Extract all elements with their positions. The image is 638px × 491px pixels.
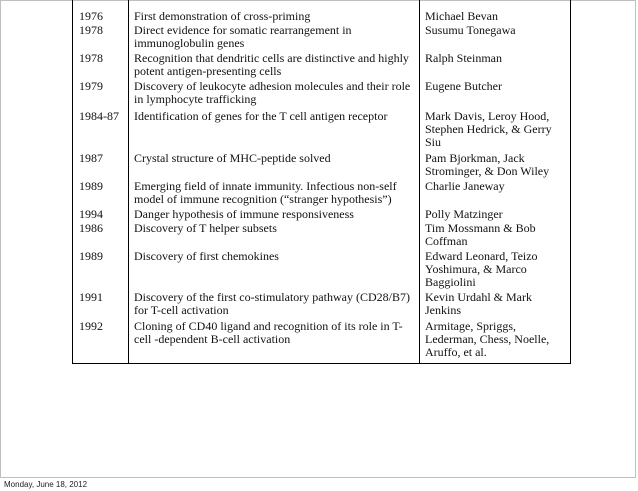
- row-event: Discovery of first chemokines: [134, 249, 279, 263]
- footer-date: Monday, June 18, 2012: [4, 480, 88, 489]
- column-divider-people: [419, 0, 420, 363]
- row-people: Edward Leonard, Teizo Yoshimura, & Marco Baggiolini: [425, 249, 538, 289]
- row-year: 1991: [79, 290, 103, 304]
- row-people: Charlie Janeway: [425, 179, 505, 193]
- row-event: Recognition that dendritic cells are distinctive and highly potent antigen-presenting cells: [134, 51, 409, 78]
- row-event: Direct evidence for somatic rearrangement in immunoglobulin genes: [134, 23, 352, 50]
- row-year: 1987: [79, 151, 103, 165]
- row-year: 1986: [79, 221, 103, 235]
- row-year: 1976: [79, 9, 103, 23]
- row-event: Identification of genes for the T cell antigen receptor: [134, 109, 388, 123]
- row-people: Armitage, Spriggs, Lederman, Chess, Noelle, Aruffo, et al.: [425, 319, 550, 359]
- row-event: Discovery of T helper subsets: [134, 221, 277, 235]
- row-event: Emerging field of innate immunity. Infectious non-self model of immune recognition (“stranger hypothesis”): [134, 179, 397, 206]
- row-event: Cloning of CD40 ligand and recognition of its role in T- cell -dependent B-cell activation: [134, 319, 403, 346]
- row-year: 1978: [79, 23, 103, 37]
- row-year: 1992: [79, 319, 103, 333]
- row-event: Discovery of leukocyte adhesion molecules and their role in lymphocyte trafficking: [134, 79, 411, 106]
- row-people: Susumu Tonegawa: [425, 23, 516, 37]
- row-people: Mark Davis, Leroy Hood, Stephen Hedrick, & Gerry Siu: [425, 109, 552, 149]
- row-year: 1989: [79, 179, 103, 193]
- row-people: Eugene Butcher: [425, 79, 502, 93]
- row-event: Crystal structure of MHC-peptide solved: [134, 151, 331, 165]
- row-people: Pam Bjorkman, Jack Strominger, & Don Wiley: [425, 151, 550, 178]
- row-people: Polly Matzinger: [425, 207, 503, 221]
- row-people: Michael Bevan: [425, 9, 498, 23]
- row-year: 1984-87: [79, 109, 119, 123]
- row-year: 1979: [79, 79, 103, 93]
- row-event: Danger hypothesis of immune responsiveness: [134, 207, 354, 221]
- history-table: [72, 0, 571, 364]
- row-people: Tim Mossmann & Bob Coffman: [425, 221, 536, 248]
- row-year: 1978: [79, 51, 103, 65]
- row-year: 1994: [79, 207, 103, 221]
- row-event: First demonstration of cross-priming: [134, 9, 311, 23]
- row-event: Discovery of the first co-stimulatory pathway (CD28/B7) for T-cell activation: [134, 290, 410, 317]
- row-year: 1989: [79, 249, 103, 263]
- row-people: Kevin Urdahl & Mark Jenkins: [425, 290, 532, 317]
- column-divider-year: [128, 0, 129, 363]
- row-people: Ralph Steinman: [425, 51, 502, 65]
